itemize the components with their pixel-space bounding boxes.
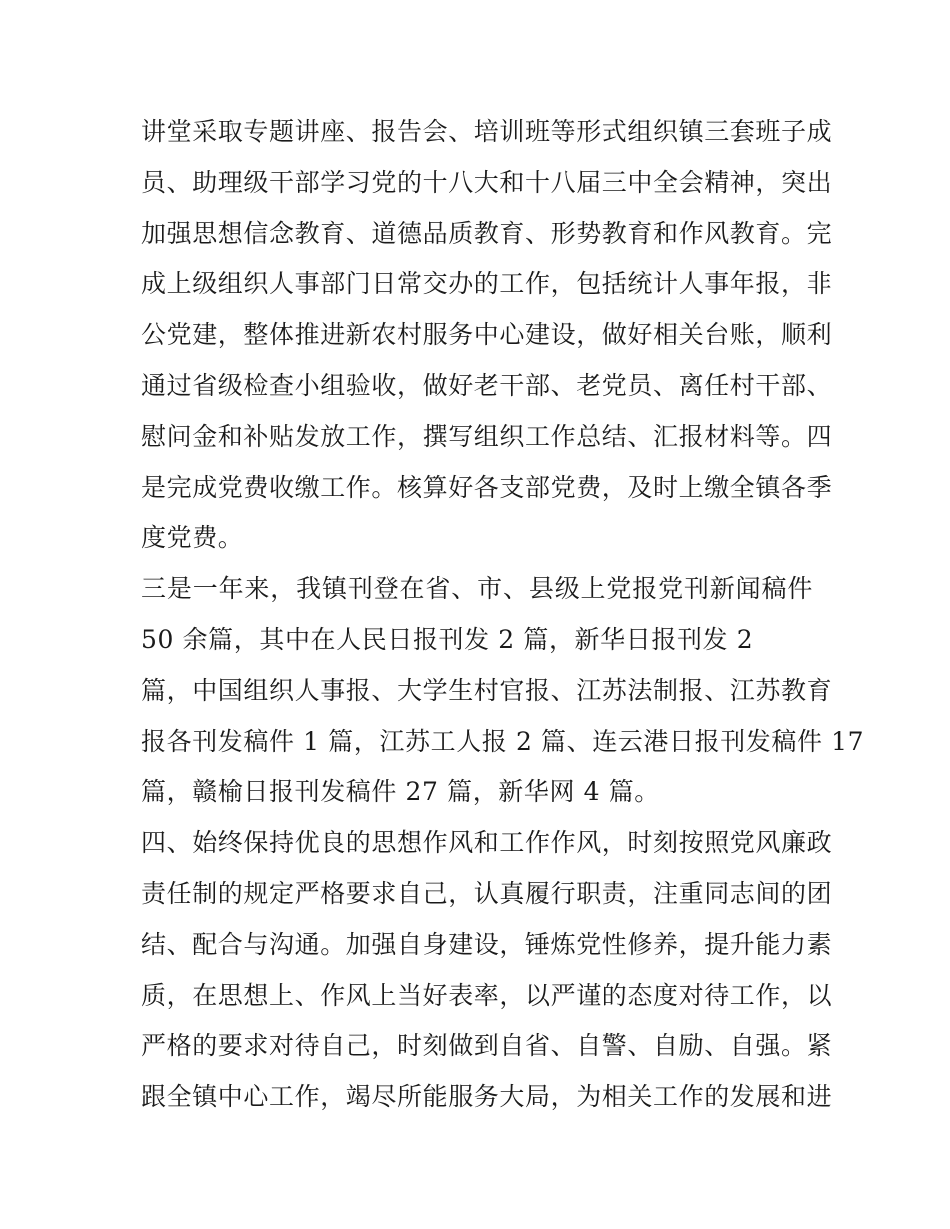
text-line-17: 结、配合与沟通。加强自身建设，锤炼党性修养，提升能力素 xyxy=(141,929,833,959)
body-text xyxy=(141,107,865,1123)
text-line-3: 加强思想信念教育、道德品质教育、形势教育和作风教育。完 xyxy=(141,218,833,248)
text-line-13: 报各刊发稿件 1 篇，江苏工人报 2 篇、连云港日报刊发稿件 17 xyxy=(141,726,865,756)
text-line-12: 篇，中国组织人事报、大学生村官报、江苏法制报、江苏教育 xyxy=(141,675,833,705)
text-line-10: 三是一年来，我镇刊登在省、市、县级上党报党刊新闻稿件 xyxy=(141,574,813,604)
text-line-7: 慰问金和补贴发放工作，撰写组织工作总结、汇报材料等。四 xyxy=(141,421,833,451)
text-line-9: 度党费。 xyxy=(141,523,244,553)
text-line-8: 是完成党费收缴工作。核算好各支部党费，及时上缴全镇各季 xyxy=(141,472,833,502)
text-line-6: 通过省级检查小组验收，做好老干部、老党员、离任村干部、 xyxy=(141,370,833,400)
text-line-11: 50 余篇，其中在人民日报刊发 2 篇，新华日报刊发 2 xyxy=(141,624,754,654)
text-line-14: 篇，赣榆日报刊发稿件 27 篇，新华网 4 篇。 xyxy=(141,777,660,807)
text-line-2: 员、助理级干部学习党的十八大和十八届三中全会精神，突出 xyxy=(141,167,833,197)
text-line-16: 责任制的规定严格要求自己，认真履行职责，注重同志间的团 xyxy=(141,878,833,908)
text-line-4: 成上级组织人事部门日常交办的工作，包括统计人事年报，非 xyxy=(141,269,833,299)
text-line-20: 跟全镇中心工作，竭尽所能服务大局，为相关工作的发展和进 xyxy=(141,1082,833,1112)
text-line-15: 四、始终保持优良的思想作风和工作作风，时刻按照党风廉政 xyxy=(141,828,833,858)
text-line-5: 公党建，整体推进新农村服务中心建设，做好相关台账，顺利 xyxy=(141,320,833,350)
text-line-1: 讲堂采取专题讲座、报告会、培训班等形式组织镇三套班子成 xyxy=(141,117,833,146)
text-line-19: 严格的要求对待自己，时刻做到自省、自警、自励、自强。紧 xyxy=(141,1031,833,1061)
text-line-18: 质，在思想上、作风上当好表率，以严谨的态度对待工作，以 xyxy=(141,980,833,1010)
